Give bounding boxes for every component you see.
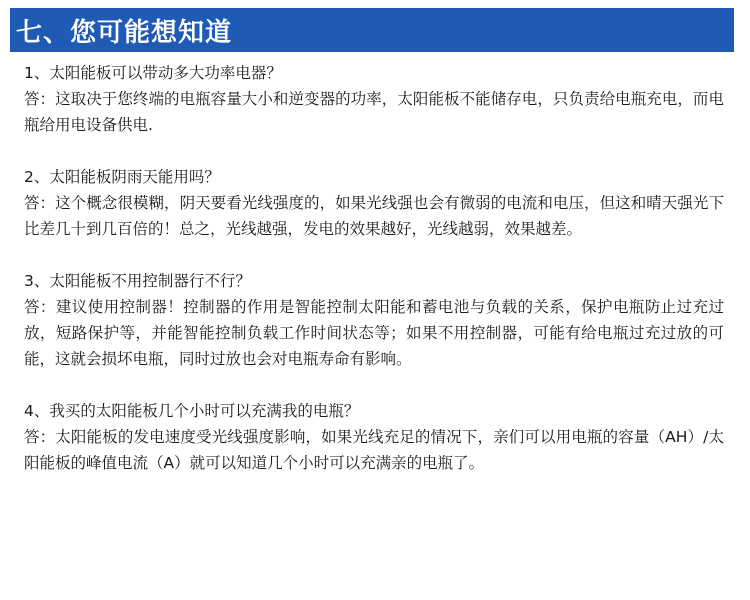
faq-answer: 答：这个概念很模糊，阴天要看光线强度的，如果光线强也会有微弱的电流和电压，但这和晴天强光下比差几十到几百倍的！总之，光线越强，发电的效果越好，光线越弱，效果越差。 [24,194,724,238]
section-header [10,8,734,52]
faq-item-4 [24,398,724,476]
faq-list [24,60,724,502]
faq-answer: 答：这取决于您终端的电瓶容量大小和逆变器的功率，太阳能板不能储存电，只负责给电瓶充电，而电瓶给用电设备供电. [24,90,724,134]
faq-answer: 答：太阳能板的发电速度受光线强度影响，如果光线充足的情况下，亲们可以用电瓶的容量（AH）/太阳能板的峰值电流（A）就可以知道几个小时可以充满亲的电瓶了。 [24,428,724,472]
faq-question: 1、太阳能板可以带动多大功率电器？ [24,64,282,82]
section-title: 七、您可能想知道 [16,17,233,48]
faq-item-2 [24,164,724,242]
faq-item-3 [24,268,724,372]
faq-question: 4、我买的太阳能板几个小时可以充满我的电瓶？ [24,402,360,420]
faq-question: 3、太阳能板不用控制器行不行？ [24,272,251,290]
faq-answer: 答：建议使用控制器！控制器的作用是智能控制太阳能和蓄电池与负载的关系，保护电瓶防止过充过放，短路保护等，并能智能控制负载工作时间状态等；如果不用控制器，可能有给电瓶过充过放的可能，这就会损坏电瓶，同时过放也会对电瓶寿命有影响。 [24,298,724,368]
faq-question: 2、太阳能板阴雨天能用吗？ [24,168,220,186]
faq-item-1 [24,60,724,138]
